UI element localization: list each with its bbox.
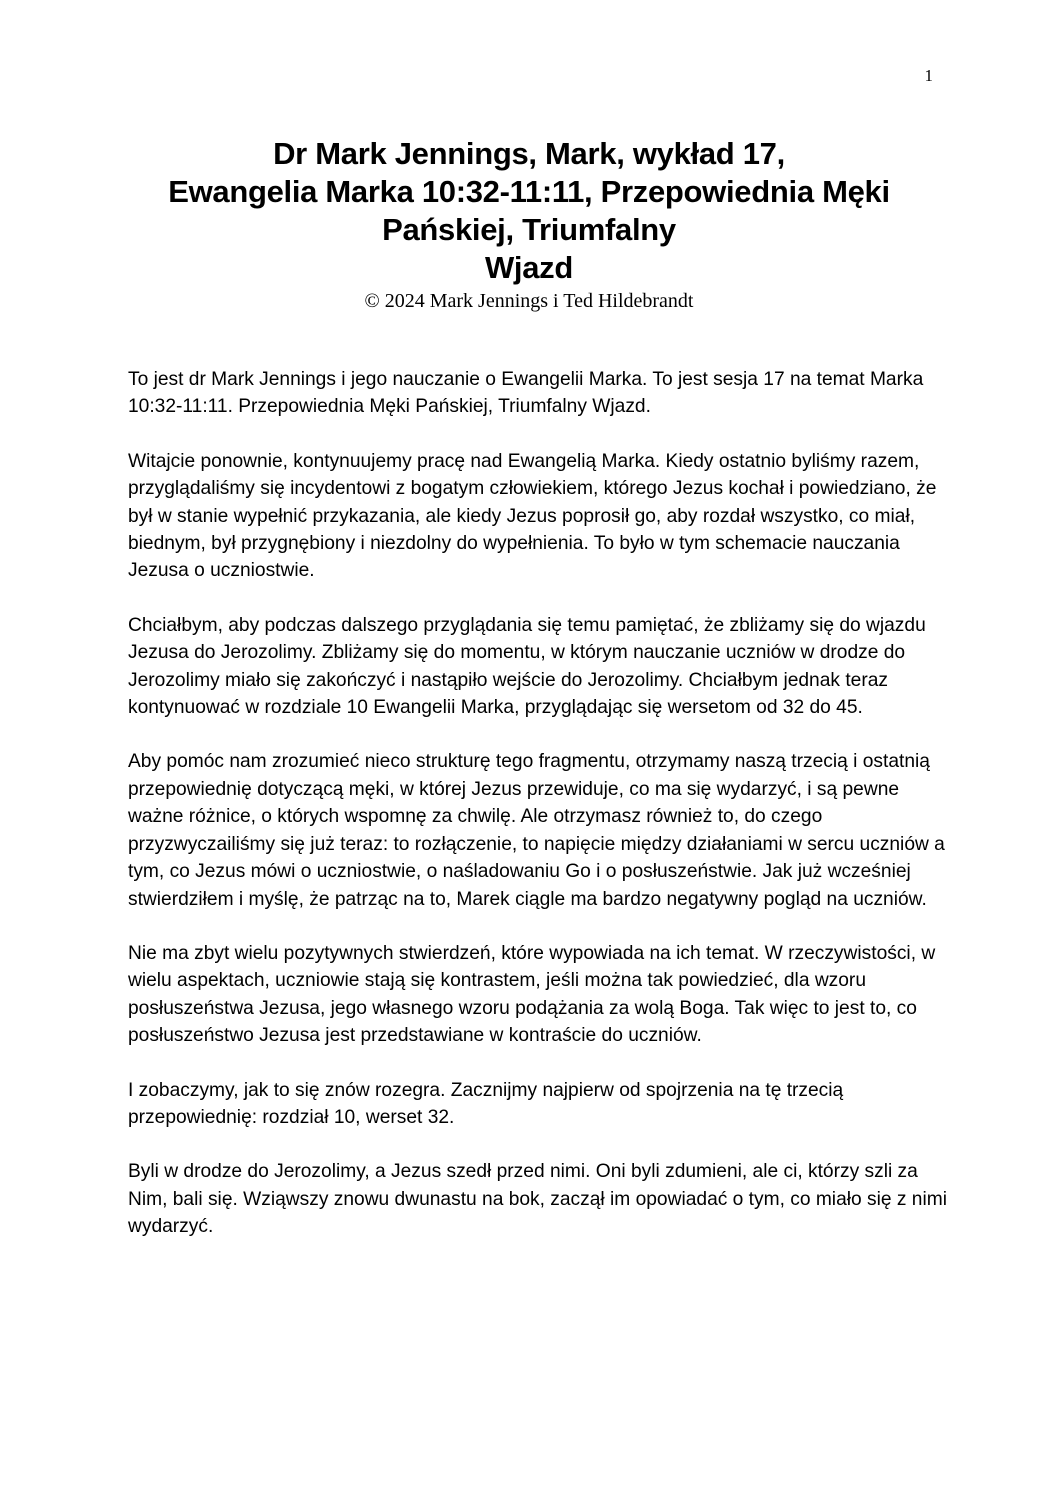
document-body (128, 366, 948, 1268)
paragraph-5: Nie ma zbyt wielu pozytywnych stwierdzeń, które wypowiada na ich temat. W rzeczywistości, w wielu aspektach, uczniowie stają się kontrastem, jeśli można tak powiedzieć, dla wzoru posłuszeństwa Jezusa, jego własnego wzoru podążania za wolą Boga. Tak więc to jest to, co posłuszeństwo Jezusa jest przedstawiane w kontraście do uczniów. (128, 942, 936, 1047)
paragraph-2: Witajcie ponownie, kontynuujemy pracę nad Ewangelią Marka. Kiedy ostatnio byliśmy razem, przyglądaliśmy się incydentowi z bogatym człowiekiem, którego Jezus kochał i powiedziano, że był w stanie wypełnić przykazania, ale kiedy Jezus poprosił go, aby rozdał wszystko, co miał, biednym, był przygnębiony i niezdolny do wypełnienia. To było w tym schemacie nauczania Jezusa o uczniostwie. (128, 450, 937, 582)
title-line-3: Pańskiej, Triumfalny (382, 212, 676, 247)
page-number: 1 (924, 66, 933, 85)
title-line-1: Dr Mark Jennings, Mark, wykład 17, (273, 136, 785, 171)
paragraph-4: Aby pomóc nam zrozumieć nieco strukturę tego fragmentu, otrzymamy naszą trzecią i ostatnią przepowiednię dotyczącą męki, w której Jezus przewiduje, co ma się wydarzyć, i są pewne ważne różnice, o których wspomnę za chwilę. Ale otrzymasz również to, do czego przyzwyczailiśmy się już teraz: to rozłączenie, to napięcie między działaniami w sercu uczniów a tym, co Jezus mówi o uczniostwie, o naśladowaniu Go i o posłuszeństwie. Jak już wcześniej stwierdziłem i myślę, że patrząc na to, Marek ciągle ma bardzo negatywny pogląd na uczniów. (128, 751, 945, 910)
paragraph-1: To jest dr Mark Jennings i jego nauczanie o Ewangelii Marka. To jest sesja 17 na temat Marka 10:32-11:11. Przepowiednia Męki Pańskiej, Triumfalny Wjazd. (128, 369, 924, 418)
paragraph-7: Byli w drodze do Jerozolimy, a Jezus szedł przed nimi. Oni byli zdumieni, ale ci, którzy szli za Nim, bali się. Wziąwszy znowu dwunastu na bok, zaczął im opowiadać o tym, co miało się z nimi wydarzyć. (128, 1161, 947, 1238)
title-block (0, 135, 1058, 314)
title-line-4: Wjazd (484, 250, 574, 285)
paragraph-3: Chciałbym, aby podczas dalszego przyglądania się temu pamiętać, że zbliżamy się do wjazdu Jezusa do Jerozolimy. Zbliżamy się do momentu, w którym nauczanie uczniów w drodze do Jerozolimy miało się zakończyć i nastąpiło wejście do Jerozolimy. Chciałbym jednak teraz kontynuować w rozdziale 10 Ewangelii Marka, przyglądając się wersetom od 32 do 45. (128, 614, 926, 719)
paragraph-6: I zobaczymy, jak to się znów rozegra. Zacznijmy najpierw od spojrzenia na tę trzecią przepowiednię: rozdział 10, werset 32. (128, 1079, 844, 1128)
title-line-2: Ewangelia Marka 10:32-11:11, Przepowiednia Męki (168, 174, 890, 209)
copyright-line: © 2024 Mark Jennings i Ted Hildebrandt (364, 290, 694, 312)
